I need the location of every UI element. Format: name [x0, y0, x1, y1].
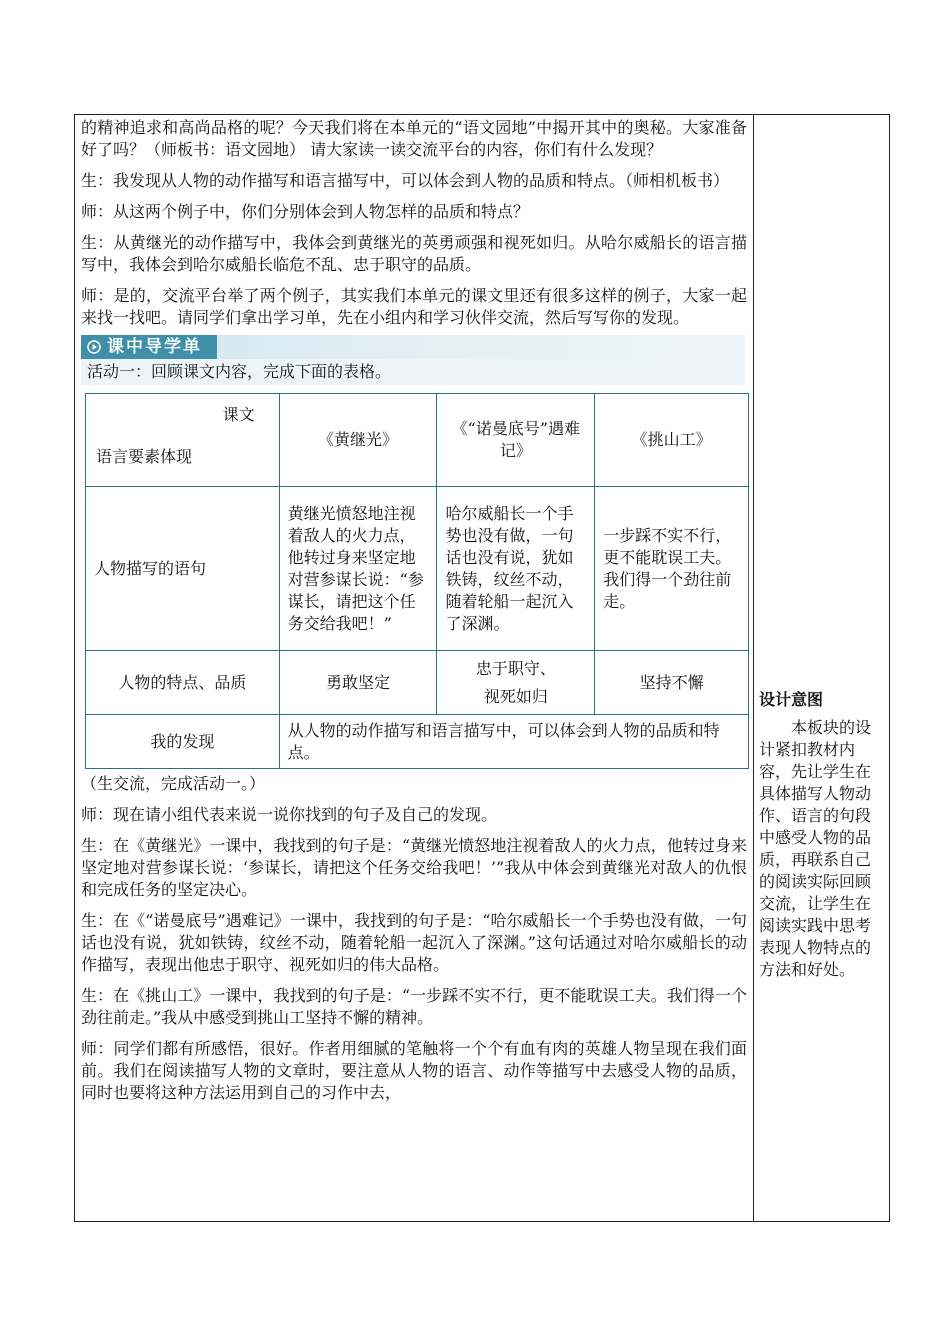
- banner-tag: [81, 335, 217, 359]
- intro-paragraph: 师：从这两个例子中，你们分别体会到人物怎样的品质和特点？: [81, 202, 530, 221]
- column-header: 《黄继光》: [279, 394, 437, 487]
- table-cell: [437, 651, 595, 715]
- banner-label: 课中导学单: [107, 337, 202, 357]
- row-label: 人物的特点、品质: [86, 651, 280, 715]
- table-cell: 勇敢坚定: [279, 651, 437, 715]
- table-cell: 哈尔威船长一个手势也没有做，一句话也没有说，犹如铁铸，纹丝不动，随着轮船一起沉入了深渊。: [437, 487, 595, 651]
- section-banner: [81, 335, 745, 359]
- play-circle-icon: [87, 340, 101, 354]
- table-row: [86, 487, 749, 651]
- intro-paragraph: 师：是的，交流平台举了两个例子，其实我们本单元的课文里还有很多这样的例子，大家一起来找一找吧。请同学们拿出学习单，先在小组内和学习伙伴交流，然后写写你的发现。: [81, 286, 747, 327]
- corner-bottom-label: 语言要素体现: [96, 447, 193, 466]
- column-header: 《“诺曼底号”遇难记》: [437, 394, 595, 487]
- design-intent-column: [759, 689, 883, 981]
- intro-paragraph: 生：从黄继光的动作描写中，我体会到黄继光的英勇顽强和视死如归。从哈尔威船长的语言描写中，我体会到哈尔威船长临危不乱、忠于职守的品质。: [81, 233, 747, 274]
- row-label: 人物描写的语句: [86, 487, 280, 651]
- body-paragraph: 生：在《黄继光》一课中，我找到的句子是：“黄继光愤怒地注视着敌人的火力点，他转过身来坚定地对营参谋长说：‘参谋长，请把这个任务交给我吧！’”我从中体会到黄继光对敌人的仇恨和完成任务的坚定决心。: [81, 836, 747, 899]
- lesson-plan-frame: [74, 114, 890, 1222]
- table-cell: 坚持不懈: [595, 651, 749, 715]
- design-intent-title: 设计意图: [759, 690, 824, 709]
- body-paragraph: 生：在《挑山工》一课中，我找到的句子是：“一步踩不实不行，更不能耽误工夫。我们得一个劲往前走。”我从中感受到挑山工坚持不懈的精神。: [81, 986, 747, 1027]
- main-column: [81, 117, 747, 1113]
- body-paragraph: （生交流，完成活动一。）: [81, 774, 266, 793]
- body-paragraph: 生：在《“诺曼底号”遇难记》一课中，我找到的句子是：“哈尔威船长一个手势也没有做，一句话也没有说，犹如铁铸，纹丝不动，随着轮船一起沉入了深渊。”这句话通过对哈尔威船长的动作描写，表现出他忠于职守、视死如归的伟大品格。: [81, 911, 747, 974]
- cell-line: 视死如归: [483, 686, 548, 706]
- table-cell: 黄继光愤怒地注视着敌人的火力点，他转过身来坚定地对营参谋长说：“参谋长，请把这个任务交给我吧！”: [279, 487, 437, 651]
- body-paragraph: 师：同学们都有所感悟，很好。作者用细腻的笔触将一个个有血有肉的英雄人物呈现在我们面前。我们在阅读描写人物的文章时，要注意从人物的语言、动作等描写中去感受人物的品质，同时也要将这种方法运用到自己的习作中去，: [81, 1039, 747, 1102]
- corner-top-label: 课文: [222, 405, 255, 424]
- column-divider: [753, 115, 754, 1221]
- design-intent-body: 本板块的设计紧扣教材内容，先让学生在具体描写人物动作、语言的句段中感受人物的品质，再联系自己的阅读实际回顾交流，让学生在阅读实践中思考表现人物特点的方法和好处。: [759, 718, 872, 979]
- comparison-table: [85, 393, 749, 769]
- table-row: [86, 651, 749, 715]
- row-label: 我的发现: [86, 715, 280, 769]
- cell-line: 忠于职守、: [475, 658, 556, 678]
- column-header: 《挑山工》: [595, 394, 749, 487]
- table-corner-cell: [86, 394, 280, 487]
- table-cell: 从人物的动作描写和语言描写中，可以体会到人物的品质和特点。: [279, 715, 748, 769]
- activity-instruction: 活动一：回顾课文内容，完成下面的表格。: [81, 359, 745, 385]
- table-row: [86, 715, 749, 769]
- intro-paragraph: 生：我发现从人物的动作描写和语言描写中，可以体会到人物的品质和特点。（师相机板书）: [81, 171, 730, 190]
- body-paragraph: 师：现在请小组代表来说一说你找到的句子及自己的发现。: [81, 805, 498, 824]
- table-header-row: [86, 394, 749, 487]
- table-cell: 一步踩不实不行，更不能耽误工夫。我们得一个劲往前走。: [595, 487, 749, 651]
- intro-paragraph: 的精神追求和高尚品格的呢？今天我们将在本单元的“语文园地”中揭开其中的奥秘。大家准备好了吗？（师板书：语文园地） 请大家读一读交流平台的内容，你们有什么发现？: [81, 118, 747, 159]
